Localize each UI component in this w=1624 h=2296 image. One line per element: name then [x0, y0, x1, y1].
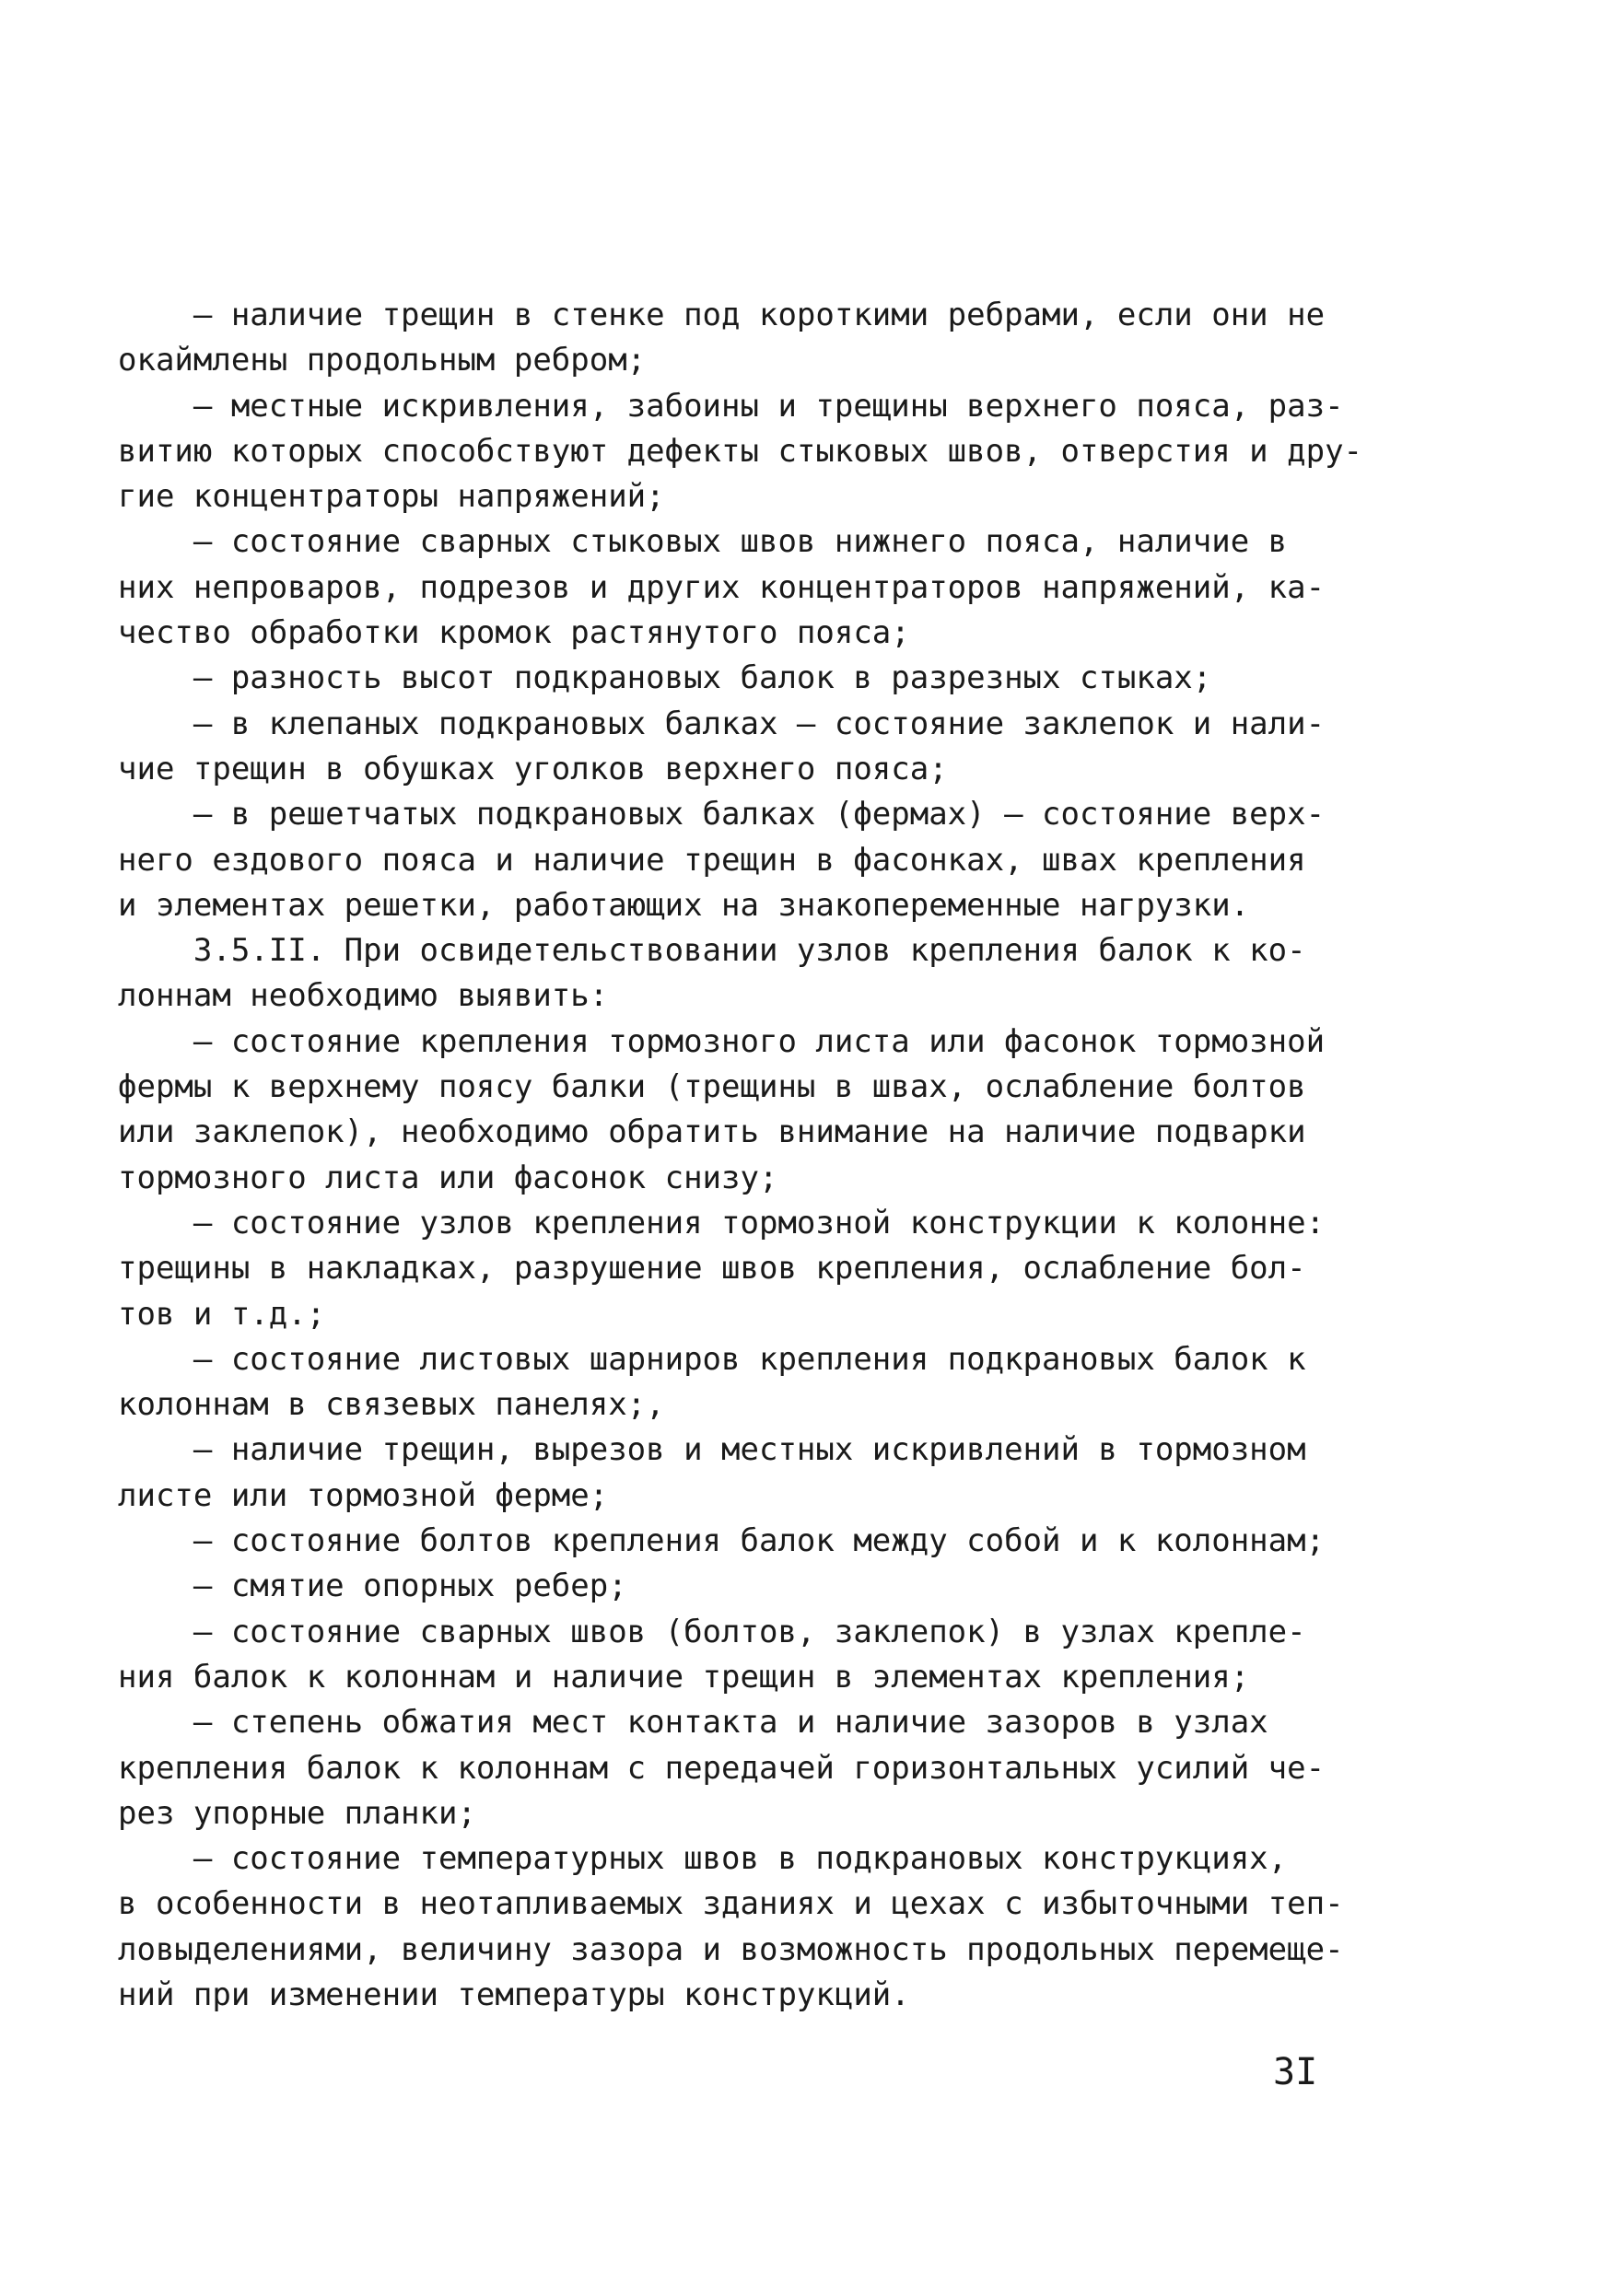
text-line: – смятие опорных ребер; — [118, 1568, 627, 1605]
text-line: них непроваров, подрезов и других концентраторов напряжений, ка- — [118, 568, 1326, 606]
text-line: лоннам необходимо выявить: — [118, 977, 609, 1015]
text-line: крепления балок к колоннам с передачей горизонтальных усилий че- — [118, 1749, 1326, 1787]
text-line: в особенности в неотапливаемых зданиях и цехах с избыточными теп- — [118, 1885, 1344, 1923]
body-text — [118, 293, 1435, 2018]
text-line: – наличие трещин в стенке под короткими ребрами, если они не — [118, 297, 1326, 333]
text-line: листе или тормозной ферме; — [118, 1476, 609, 1514]
text-line: окаймлены продольным ребром; — [118, 342, 647, 379]
text-line: – в решетчатых подкрановых балках (фермах) – состояние верх- — [118, 796, 1326, 833]
text-line: – состояние сварных швов (болтов, заклепок) в узлах крепле- — [118, 1613, 1306, 1650]
text-line: фермы к верхнему поясу балки (трещины в швах, ослабление болтов — [118, 1068, 1306, 1106]
text-line: и элементах решетки, работающих на знакопеременные нагрузки. — [118, 886, 1250, 924]
text-line: колоннам в связевых панелях;, — [118, 1386, 665, 1424]
text-line: – в клепаных подкрановых балках – состояние заклепок и нали- — [118, 705, 1326, 742]
text-line: витию которых способствуют дефекты стыковых швов, отверстия и дру- — [118, 432, 1363, 470]
text-line: рез упорные планки; — [118, 1794, 476, 1832]
text-line: или заклепок), необходимо обратить внимание на наличие подварки — [118, 1113, 1306, 1151]
text-line: – состояние сварных стыковых швов нижнего пояса, наличие в — [118, 523, 1288, 561]
text-line: ловыделениями, величину зазора и возможность продольных перемеще- — [118, 1930, 1344, 1968]
text-line: – степень обжатия мест контакта и наличие зазоров в узлах — [118, 1704, 1268, 1742]
text-line: – состояние листовых шарниров крепления подкрановых балок к — [118, 1340, 1306, 1378]
text-line: – местные искривления, забоины и трещины верхнего пояса, раз- — [118, 387, 1344, 425]
text-line: тормозного листа или фасонок снизу; — [118, 1159, 778, 1196]
text-line: гие концентраторы напряжений; — [118, 478, 665, 516]
text-line: тов и т.д.; — [118, 1295, 326, 1333]
text-line: трещины в накладках, разрушение швов крепления, ослабление бол- — [118, 1250, 1306, 1288]
text-line: – состояние температурных швов в подкрановых конструкциях, — [118, 1840, 1288, 1878]
text-line: – наличие трещин, вырезов и местных искривлений в тормозном — [118, 1431, 1306, 1469]
text-line: 3.5.II. При освидетельствовании узлов крепления балок к ко- — [118, 932, 1306, 970]
page-number: 3I — [1273, 2051, 1318, 2093]
text-line: – состояние узлов крепления тормозной конструкции к колонне: — [118, 1204, 1326, 1241]
text-line: – состояние крепления тормозного листа или фасонок тормозной — [118, 1022, 1326, 1060]
text-line: чество обработки кромок растянутого пояса; — [118, 614, 910, 652]
text-line: – состояние болтов крепления балок между собой и к колоннам; — [118, 1522, 1326, 1560]
text-line: – разность высот подкрановых балок в разрезных стыках; — [118, 659, 1212, 697]
text-line: ния балок к колоннам и наличие трещин в элементах крепления; — [118, 1658, 1250, 1696]
text-line: него ездового пояса и наличие трещин в фасонках, швах крепления — [118, 841, 1306, 879]
text-line: ний при изменении температуры конструкций. — [118, 1975, 910, 2013]
text-line: чие трещин в обушках уголков верхнего пояса; — [118, 750, 948, 787]
